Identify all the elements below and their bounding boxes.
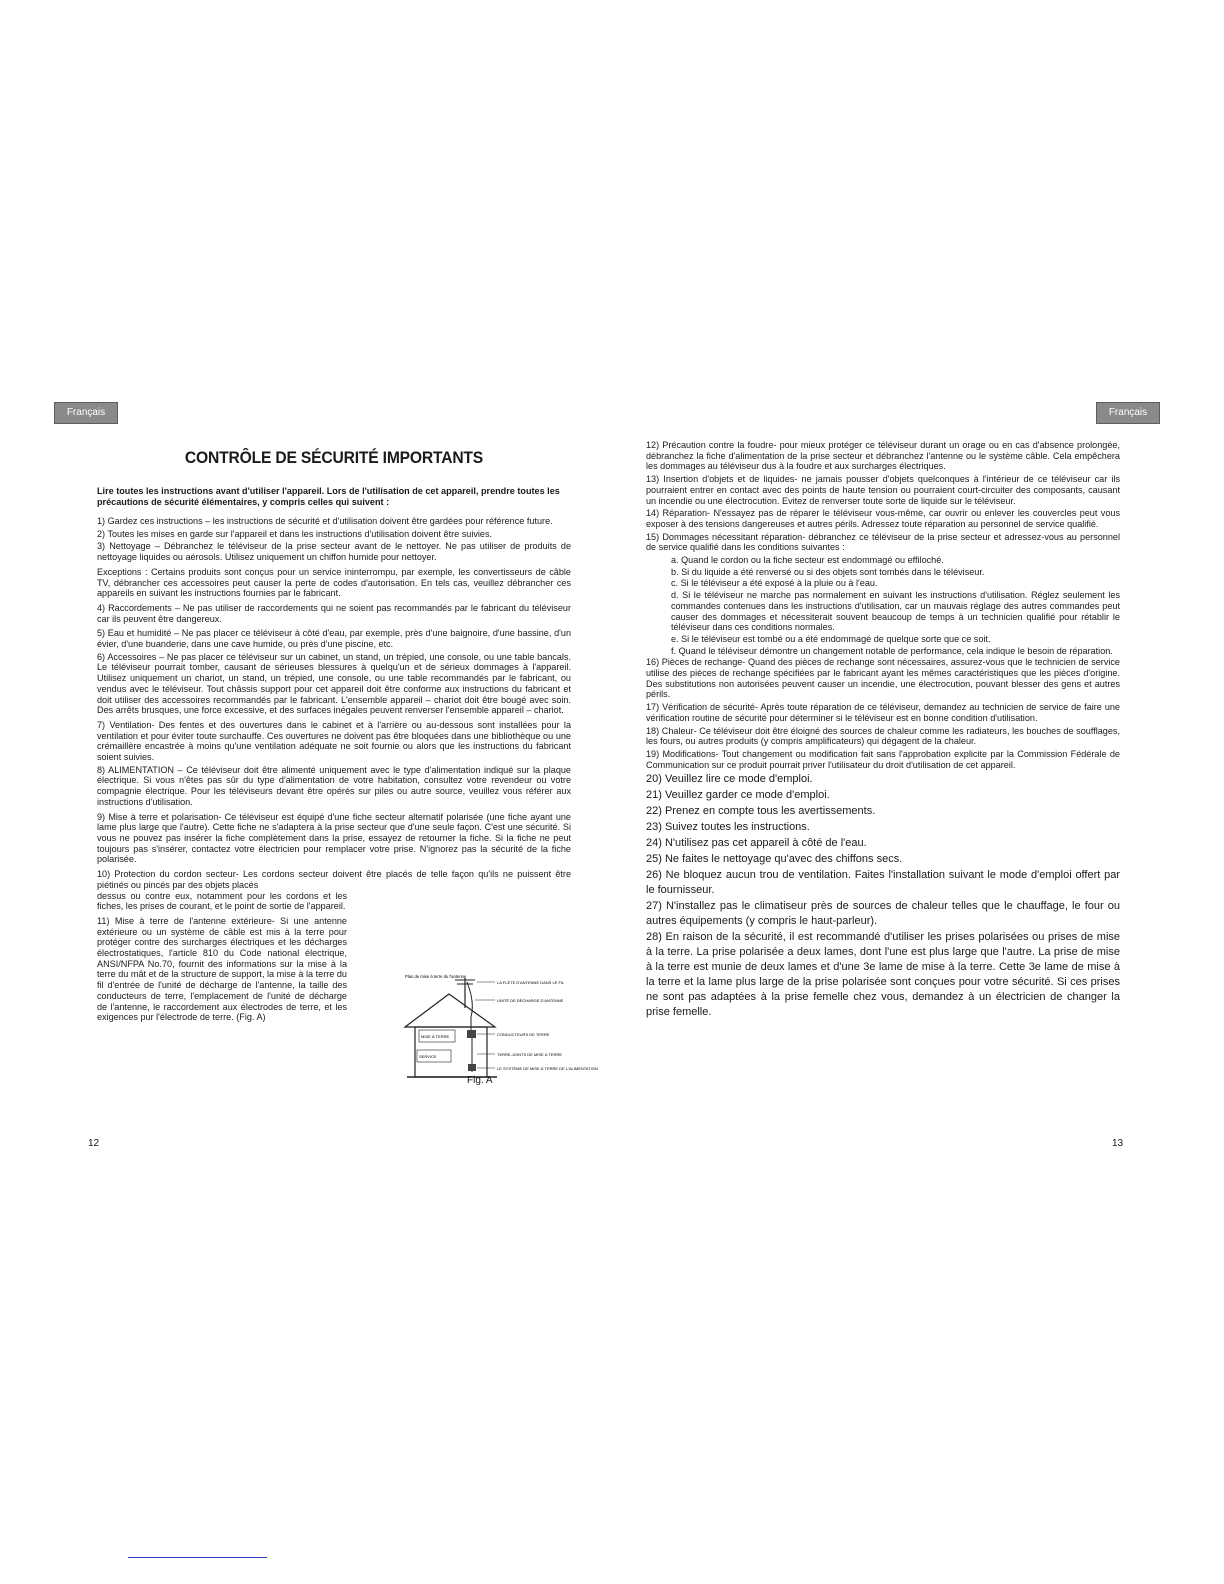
safety-item-12: 12) Précaution contre la foudre- pour mieux protéger ce téléviseur durant un orage ou en cas d'absence prolongée, débranchez la fiche d'alimentation de la prise secteur et débranchez l'antenne ou le système câble. Cela empêchera les dommages au téléviseur dus à la foudre et aux surcharges électriques. [646,440,1120,472]
condition-e: e. Si le téléviseur est tombé ou a été endommagé de quelque sorte que ce soit. [671,633,991,644]
safety-exceptions: Exceptions : Certains produits sont conçus pour un service ininterrompu, par exemple, les convertisseurs de câble TV, débrancher ces accessoires peut causer la perte de codes d'autorisation. En tels cas, veuillez débrancher ces appareils en suivant les instructions fournies par le fabricant. [97,566,571,599]
safety-item-26: 26) Ne bloquez aucun trou de ventilation. Faites l'installation suivant le mode d'emploi offert par le fournisseur. [646,869,1120,897]
right-page-column [646,440,1120,1021]
figure-label-service: SERVICE [419,1054,437,1059]
safety-item-5: 5) Eau et humidité – Ne pas placer ce téléviseur à côté d'eau, par exemple, près d'une baignoire, d'une bassine, d'un évier, d'une buanderie, dans une cave humide, ou près d'une piscine, etc. [97,628,571,650]
figure-label-plan: Plan de mise à terre du l'antenne [405,974,467,979]
condition-b: b. Si du liquide a été renversé ou si des objets sont tombés dans le téléviseur. [671,566,985,577]
safety-item-28: 28) En raison de la sécurité, il est recommandé d'utiliser les prises polarisées ou prises de mise à la terre. La prise polarisée a deux lames, dont l'une est plus large que l'autre. La prise de mise à la terre est munie de deux lames et d'une 3e lame de mise à la terre. Cette 3e lame de mise à la terre et la lame plus large de la prise polarisée sont conçues pour votre sécurité. Si ces prises ne sont pas adaptées à la prise femelle chez vous, demandez à un électricien de changer la prise femelle. [646,931,1120,1019]
language-tab-right: Français [1096,402,1160,424]
intro-text: Lire toutes les instructions avant d'utiliser l'appareil. Lors de l'utilisation de cet appareil, prendre toutes les précautions de sécurité élémentaires, y compris celles qui suivent : [97,486,560,507]
safety-item-15: 15) Dommages nécessitant réparation- débranchez ce téléviseur de la prise secteur et adressez-vous au personnel de service qualifié dans les conditions suivantes : [646,531,1120,553]
figure-label-discharge-unit: UNITÉ DE DÉCHARGE D'ANTENNE [497,998,564,1003]
condition-a: a. Quand le cordon ou la fiche secteur est endommagé ou effiloché. [671,555,944,566]
safety-item-22: 22) Prenez en compte tous les avertissements. [646,805,876,818]
safety-item-25: 25) Ne faites le nettoyage qu'avec des chiffons secs. [646,853,903,866]
safety-item-7: 7) Ventilation- Des fentes et des ouvertures dans le cabinet et à l'arrière ou au-dessous sont installées pour la ventilation et pour éviter toute surchauffe. Ces ouvertures ne doivent pas être bloquées dans une bibliothèque ou une crémaillère encastrée à moins qu'une ventilation adéquate ne soit fournie ou alors que les instructions du fabricant soient suivies. [97,719,571,763]
safety-item-10-continued: dessus ou contre eux, notamment pour les cordons et les fiches, les prises de courant, et le point de sortie de l'appareil. [97,890,347,912]
safety-item-4: 4) Raccordements – Ne pas utiliser de raccordements qui ne soient pas recommandés par le fabricant du téléviseur car ils peuvent être dangereux. [97,602,571,624]
bottom-divider-line [128,1557,267,1558]
left-page-column [97,440,598,1071]
safety-item-23: 23) Suivez toutes les instructions. [646,821,810,834]
page-number-right: 13 [1112,1138,1124,1149]
figure-label-power-ground: LE SYSTÈME DE MISE À TERRE DE L'ALIMENTATION [497,1066,598,1071]
safety-item-14: 14) Réparation- N'essayez pas de réparer le téléviseur vous-même, car ouvrir ou enlever les couvercles peut vous exposer à des tensions dangereuses et autres périls. Adressez toute réparation au personnel de service qualifié. [646,508,1120,529]
safety-item-17: 17) Vérification de sécurité- Après toute réparation de ce téléviseur, demandez au technicien de service de faire une vérification routine de sécurité pour déterminer si le téléviseur est en bonne condition d'utilisation. [646,702,1120,723]
figure-label-ground: MISE À TERRE [421,1034,450,1039]
page-number-left: 12 [88,1138,100,1149]
safety-item-9: 9) Mise à terre et polarisation- Ce téléviseur est équipé d'une fiche secteur alternatif polarisée (une fiche ayant une lame plus large que l'autre). Cette fiche ne s'adaptera à la prise secteur que d'une seule façon. C'est une sécurité. Si vous ne pouvez pas insérer la fiche complètement dans la prise, essayez de retourner la fiche. Si la fiche ne peut toujours pas s'insérer, contactez votre électricien pour remplacer votre prise. N'ignorez pas la sécurité de la fiche polarisée. [97,811,571,865]
safety-item-20: 20) Veuillez lire ce mode d'emploi. [646,773,813,786]
condition-c: c. Si le téléviseur a été exposé à la pluie ou à l'eau. [671,578,878,589]
safety-item-24: 24) N'utilisez pas cet appareil à côté de l'eau. [646,837,867,850]
safety-item-27: 27) N'installez pas le climatiseur près de sources de chaleur telles que le chauffage, le four ou autres équipements (y compris le haut-parleur). [646,900,1120,928]
safety-item-16: 16) Pièces de rechange- Quand des pièces de rechange sont nécessaires, assurez-vous que le technicien de service utilise des pièces de rechange spécifiées par le fabricant ayant les mêmes caractéristiques que les pièces d'origine. Des substitutions non autorisées peuvent causer un incendie, une électrocution, pouvant blesser des gens et autres périls. [646,657,1120,700]
condition-f: f. Quand le téléviseur démontre un changement notable de performance, cela indique le besoin de réparation. [671,645,1113,656]
safety-item-19: 19) Modifications- Tout changement ou modification fait sans l'approbation explicite par la Commission Fédérale de Communication sur ce produit pourrait priver l'utilisateur du droit d'utilisation de cet appareil. [646,748,1120,770]
safety-item-8: 8) ALIMENTATION – Ce téléviseur doit être alimenté uniquement avec le type d'alimentation indiqué sur la plaque électrique. Si vous n'êtes pas sûr du type d'alimentation de votre habitation, consultez votre revendeur ou votre compagnie électrique. Pour les téléviseurs devant être opérés sur piles ou autre source, veuillez vous référer aux instructions d'utilisation. [97,764,571,807]
figure-label-conductors: CONDUCTEURS DE TERRE [497,1032,550,1037]
condition-d: d. Si le téléviseur ne marche pas normalement en suivant les instructions d'utilisation. Réglez seulement les commandes contenues dans les instructions d'utilisation, car un mauvais réglage des autres commandes peut causer des dommages et nécessiterait souvent beaucoup de temps à un technicien qualifié pour rétablir le téléviseur dans ces conditions normales. [671,590,1120,633]
safety-item-18: 18) Chaleur- Ce téléviseur doit être éloigné des sources de chaleur comme les radiateurs, les bouches de soufflages, les fours, ou autres produits (y compris amplificateurs) qui dégagent de la chaleur. [646,725,1120,747]
language-tab-left: Français [54,402,118,424]
safety-item-6: 6) Accessoires – Ne pas placer ce téléviseur sur un cabinet, un stand, un trépied, une console, ou une table bancals. Le téléviseur pourrait tomber, causant de sérieuses blessures à quelqu'un et de sérieux dommages à l'appareil. Utilisez uniquement un chariot, un stand, un trépied, une console, ou une table recommandés par le fabricant, ou vendus avec le téléviseur. Tout châssis support pour cet appareil doit être conforme aux instructions du fabricant et doit utiliser des accessoires recommandés par le fabricant. L'ensemble appareil – chariot doit être bougé avec soin. Des arrêts brusques, une force excessive, et des surfaces inégales peuvent renverser l'ensemble appareil – chariot. [97,651,571,716]
safety-item-2: 2) Toutes les mises en garde sur l'appareil et dans les instructions d'utilisation doivent être suivies. [97,528,493,539]
safety-item-3: 3) Nettoyage – Débranchez le téléviseur de la prise secteur avant de le nettoyer. Ne pas utiliser de produits de nettoyage liquides ou aérosols. Utilisez uniquement un chiffon humide pour nettoyer. [97,541,571,563]
safety-item-13: 13) Insertion d'objets et de liquides- ne jamais pousser d'objets quelconques à l'intérieur de ce téléviseur car ils pourraient entrer en contact avec des points de haute tension ou pourraient court-circuiter des composants, causant un incendie ou une électrocution. Evitez de renverser toute sorte de liquide sur le téléviseur. [646,474,1120,506]
safety-item-11: 11) Mise à terre de l'antenne extérieure- Si une antenne extérieure ou un système de câble est mis à la terre pour protéger contre des surcharges électriques et les décharges électrostatiques, l'article 810 du Code national électrique, ANSI/NFPA No.70, fournit des informations sur la mise à la terre du mât et de la structure de support, la mise à la terre du fil d'entrée de l'unité de décharge de l'antenne, la taille des conducteurs de terre, l'emplacement de l'unité de décharge de l'antenne, le raccordement aux électrodes de terre, et les exigences pur l'électrode de terre. (Fig. A) [97,915,347,1023]
safety-item-21: 21) Veuillez garder ce mode d'emploi. [646,789,830,802]
page-title: CONTRÔLE DE SÉCURITÉ IMPORTANTS [184,448,484,467]
safety-item-1: 1) Gardez ces instructions – les instructions de sécurité et d'utilisation doivent être gardées pour référence future. [97,516,553,526]
figure-label-clamps: TERRE-JOINTS DE MISE À TERRE [497,1052,563,1057]
figure-caption: Fig. A [467,1075,493,1086]
figure-label-lead-in: LA FLÈTE D'ANTENNE DANS LE FIL [497,980,565,985]
safety-item-10: 10) Protection du cordon secteur- Les cordons secteur doivent être placés de telle façon qu'ils ne puissent être piétinés ou pincés par des objets placés [97,869,571,890]
